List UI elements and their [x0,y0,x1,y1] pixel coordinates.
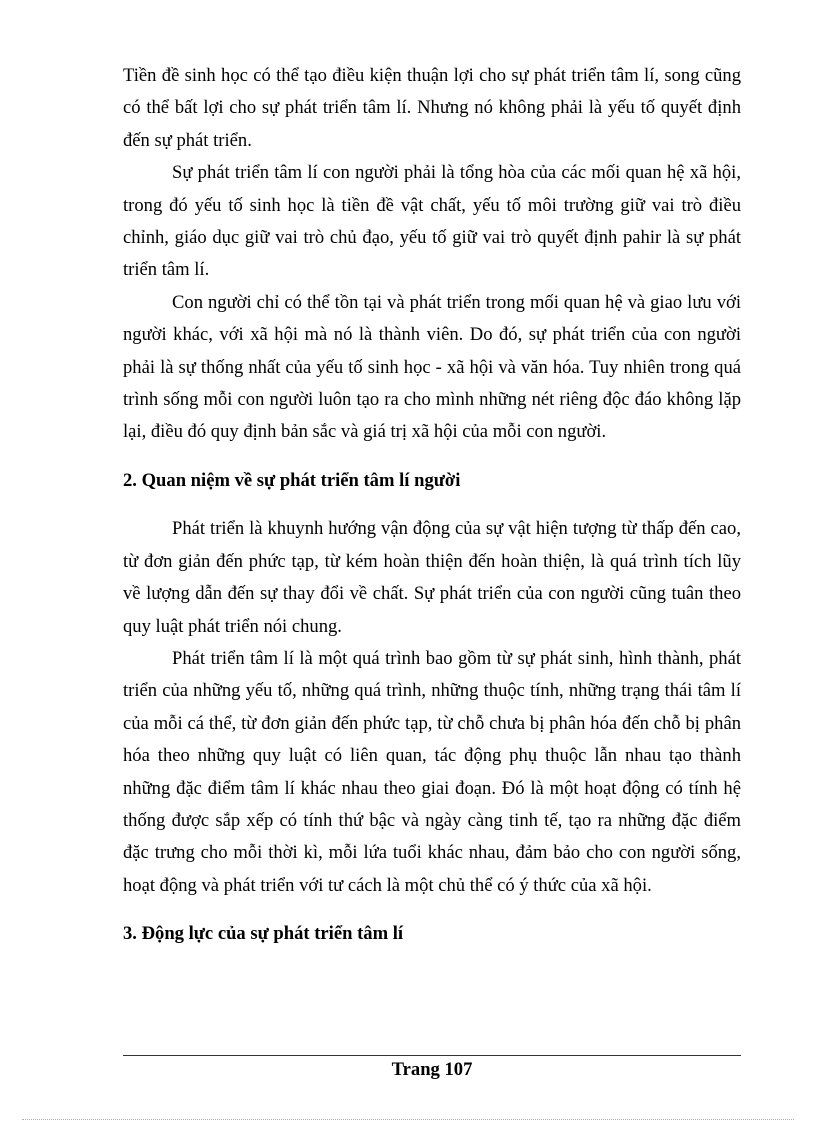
heading-section-3: 3. Động lực của sự phát triển tâm lí [123,923,404,945]
footer-divider [123,1055,741,1056]
paragraph-development-definition: Phát triển là khuynh hướng vận động của sự vật hiện tượng từ thấp đến cao, từ đơn giản đến phức tạp, từ kém hoàn thiện đến hoàn thiện, là quá trình tích lũy về lượng dẫn đến sự thay đổi về chất. Sự phát triển của con người cũng tuân theo quy luật phát triển nói chung. [123,518,741,637]
paragraph-biology-premise: Tiền đề sinh học có thể tạo điều kiện thuận lợi cho sự phát triển tâm lí, song cũng có thể bất lợi cho sự phát triển tâm lí. Nhưng nó không phải là yếu tố quyết định đến sự phát triển. [123,65,741,151]
paragraph-psychological-development: Phát triển tâm lí là một quá trình bao gồm từ sự phát sinh, hình thành, phát triển của những yếu tố, những quá trình, những thuộc tính, những trạng thái tâm lí của mỗi cá thể, từ đơn giản đến phức tạp, từ chỗ chưa bị phân hóa đến chỗ bị phân hóa theo những quy luật có liên quan, tác động phụ thuộc lẫn nhau tạo thành những đặc điểm tâm lí khác nhau theo giai đoạn. Đó là một hoạt động có tính hệ thống được sắp xếp có tính thứ bậc và ngày càng tinh tế, tạo ra những đặc điểm đặc trưng cho mỗi thời kì, mỗi lứa tuổi khác nhau, đảm bảo cho con người sống, hoạt động và phát triển với tư cách là một chủ thể có ý thức của xã hội. [123,647,741,896]
paragraph-human-existence: Con người chỉ có thể tồn tại và phát triển trong mối quan hệ và giao lưu với người khác, với xã hội mà nó là thành viên. Do đó, sự phát triển của con người phải là sự thống nhất của yếu tố sinh học - xã hội và văn hóa. Tuy nhiên trong quá trình sống mỗi con người luôn tạo ra cho mình những nét riêng độc đáo không lặp lại, điều đó quy định bản sắc và giá trị xã hội của mỗi con người. [123,291,741,443]
page-footer [123,1055,741,1081]
page-body [123,60,741,951]
paragraph-social-relations: Sự phát triển tâm lí con người phải là tổng hòa của các mối quan hệ xã hội, trong đó yếu tố sinh học là tiền đề vật chất, yếu tố môi trường giữ vai trò điều chỉnh, giáo dục giữ vai trò chủ đạo, yếu tố giữ vai trò quyết định pahir là sự phát triển tâm lí. [123,162,741,281]
page-edge-divider [22,1119,794,1120]
heading-section-2: 2. Quan niệm về sự phát triển tâm lí người [123,469,461,491]
page-number: Trang 107 [391,1059,473,1080]
